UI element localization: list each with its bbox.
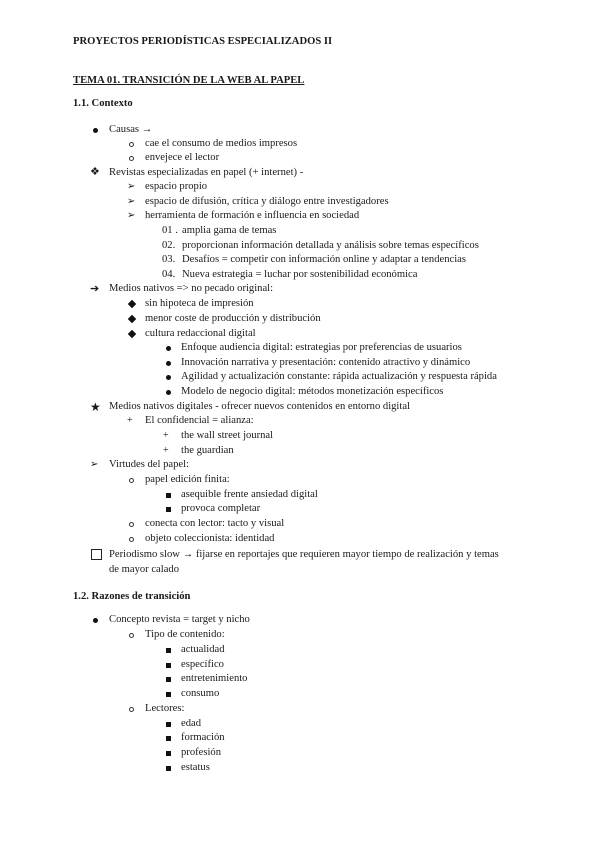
- square-bullet-icon: [166, 677, 171, 682]
- list-item: provoca completar: [181, 503, 261, 514]
- list-item: Agilidad y actualización constante: rápida actualización y respuesta rápida: [181, 371, 497, 382]
- revistas-label: Revistas especializadas en papel (+ internet) -: [109, 167, 304, 178]
- diamond-bullet-icon: [128, 315, 136, 323]
- arrowhead-icon: ➢: [90, 459, 99, 470]
- square-bullet-icon: [166, 766, 171, 771]
- list-item: herramienta de formación e influencia en sociedad: [145, 210, 360, 221]
- arrowhead-icon: ➢: [127, 210, 136, 221]
- list-item: entretenimiento: [181, 673, 248, 684]
- four-diamond-icon: ❖: [90, 166, 100, 178]
- bullet-ring-icon: [129, 707, 134, 712]
- list-item: El confidencial = alianza:: [145, 415, 254, 426]
- list-item: espacio de difusión, crítica y diálogo entre investigadores: [145, 196, 389, 207]
- section-heading-1-2: 1.2. Razones de transición: [73, 591, 191, 602]
- list-item: Lectores:: [145, 703, 185, 714]
- plus-icon: +: [127, 415, 133, 426]
- list-item: estatus: [181, 762, 210, 773]
- diamond-bullet-icon: [128, 330, 136, 338]
- numbered-item: amplia gama de temas: [182, 225, 277, 236]
- numbered-marker: 04.: [162, 269, 176, 280]
- square-bullet-icon: [166, 663, 171, 668]
- slow-line-1: Periodismo slow → fijarse en reportajes que requieren mayor tiempo de realización y temas: [109, 549, 499, 560]
- list-item: menor coste de producción y distribución: [145, 313, 321, 324]
- plus-icon: +: [163, 445, 169, 456]
- numbered-item: proporcionan información detallada y análisis sobre temas específicos: [182, 240, 479, 251]
- bullet-ring-icon: [129, 522, 134, 527]
- diamond-bullet-icon: [128, 300, 136, 308]
- virtudes-label: Virtudes del papel:: [109, 459, 189, 470]
- bullet-dot-icon: [166, 375, 171, 380]
- list-item: edad: [181, 718, 201, 729]
- concepto-label: Concepto revista = target y nicho: [109, 614, 250, 625]
- square-bullet-icon: [166, 692, 171, 697]
- list-item: específico: [181, 659, 224, 670]
- numbered-item: Desafíos = competir con información online y adaptar a tendencias: [182, 254, 466, 265]
- list-item: cultura redaccional digital: [145, 328, 256, 339]
- list-item: Modelo de negocio digital: métodos monetización específicos: [181, 386, 444, 397]
- numbered-marker: 01 .: [162, 225, 178, 236]
- bullet-ring-icon: [129, 156, 134, 161]
- list-item: formación: [181, 732, 225, 743]
- numbered-item: Nueva estrategia = luchar por sostenibilidad económica: [182, 269, 418, 280]
- list-item: papel edición finita:: [145, 474, 230, 485]
- chapter-heading: TEMA 01. TRANSICIÓN DE LA WEB AL PAPEL: [73, 75, 305, 86]
- bullet-dot-icon: [93, 128, 98, 133]
- arrowhead-icon: ➢: [127, 196, 136, 207]
- list-item: the guardian: [181, 445, 234, 456]
- numbered-marker: 02.: [162, 240, 176, 251]
- bullet-ring-icon: [129, 537, 134, 542]
- square-bullet-icon: [166, 493, 171, 498]
- square-bullet-icon: [166, 736, 171, 741]
- list-item: Enfoque audiencia digital: estrategias por preferencias de usuarios: [181, 342, 462, 353]
- causas-label: Causas →: [109, 124, 153, 135]
- document-title: PROYECTOS PERIODÍSTICAS ESPECIALIZADOS II: [73, 36, 333, 47]
- section-heading-1-1: 1.1. Contexto: [73, 98, 133, 109]
- arrow-right-icon: ➔: [90, 283, 100, 295]
- list-item: asequible frente ansiedad digital: [181, 489, 318, 500]
- square-bullet-icon: [166, 751, 171, 756]
- bullet-dot-icon: [93, 618, 98, 623]
- list-item: Innovación narrativa y presentación: contenido atractivo y dinámico: [181, 357, 471, 368]
- list-item: sin hipoteca de impresión: [145, 298, 254, 309]
- list-item: consumo: [181, 688, 220, 699]
- square-bullet-icon: [166, 722, 171, 727]
- bullet-ring-icon: [129, 633, 134, 638]
- bullet-ring-icon: [129, 478, 134, 483]
- checkbox-icon: [91, 549, 102, 560]
- bullet-dot-icon: [166, 361, 171, 366]
- list-item: Tipo de contenido:: [145, 629, 225, 640]
- nativos-label: Medios nativos => no pecado original:: [109, 283, 274, 294]
- slow-line-2: de mayor calado: [109, 564, 180, 575]
- list-item: profesión: [181, 747, 222, 758]
- star-icon: ★: [90, 400, 101, 414]
- arrowhead-icon: ➢: [127, 181, 136, 192]
- square-bullet-icon: [166, 507, 171, 512]
- plus-icon: +: [163, 430, 169, 441]
- numbered-marker: 03.: [162, 254, 176, 265]
- list-item: espacio propio: [145, 181, 208, 192]
- digitales-label: Medios nativos digitales - ofrecer nuevos contenidos en entorno digital: [109, 401, 410, 412]
- list-item: the wall street journal: [181, 430, 274, 441]
- square-bullet-icon: [166, 648, 171, 653]
- bullet-ring-icon: [129, 142, 134, 147]
- list-item: conecta con lector: tacto y visual: [145, 518, 285, 529]
- list-item: objeto coleccionista: identidad: [145, 533, 275, 544]
- list-item: cae el consumo de medios impresos: [145, 138, 298, 149]
- list-item: actualidad: [181, 644, 225, 655]
- bullet-dot-icon: [166, 346, 171, 351]
- bullet-dot-icon: [166, 390, 171, 395]
- list-item: envejece el lector: [145, 152, 220, 163]
